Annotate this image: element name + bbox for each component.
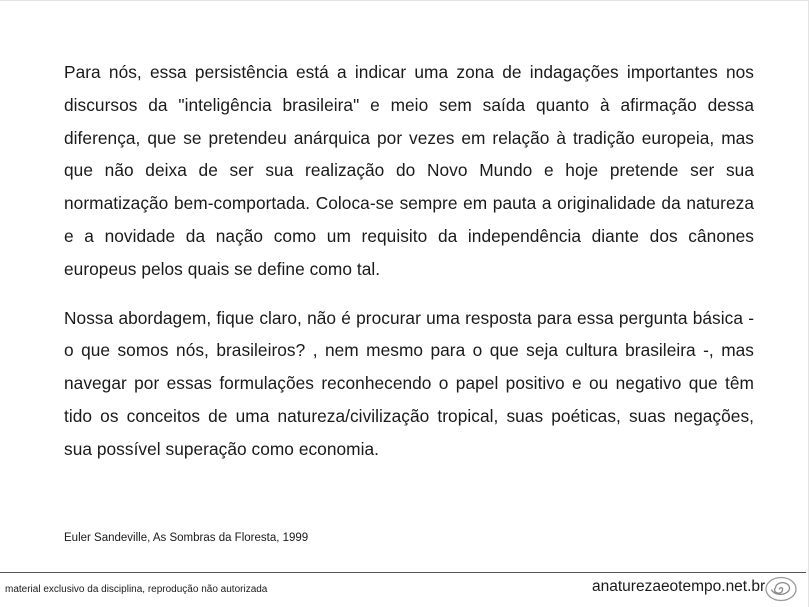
body-text (64, 56, 754, 466)
spiral-logo-icon (764, 574, 798, 604)
footer-divider (0, 572, 806, 573)
footer-note: material exclusivo da disciplina, reprodução não autorizada (5, 584, 268, 595)
citation: Euler Sandeville, As Sombras da Floresta, 1999 (64, 532, 309, 544)
footer-site-url: anaturezaeotempo.net.br (592, 578, 766, 595)
paragraph-2: Nossa abordagem, fique claro, não é procurar uma resposta para essa pergunta básica - o que somos nós, brasileiros? , nem mesmo para o que seja cultura brasileira -, mas navegar por essas formulações reconhecendo o papel positivo e ou negativo que têm tido os conceitos de uma natureza/civilização tropical, suas poéticas, suas negações, sua possível superação como economia. (64, 307, 754, 459)
paragraph-1: Para nós, essa persistência está a indicar uma zona de indagações importantes nos discursos da "inteligência brasileira" e meio sem saída quanto à afirmação dessa diferença, que se pretendeu anárquica por vezes em relação à tradição europeia, mas que não deixa de ser sua realização do Novo Mundo e hoje pretende ser sua normatização bem-comportada. Coloca-se sempre em pauta a originalidade da natureza e a novidade da nação como um requisito da independência diante dos cânones europeus pelos quais se define como tal. (64, 62, 754, 279)
